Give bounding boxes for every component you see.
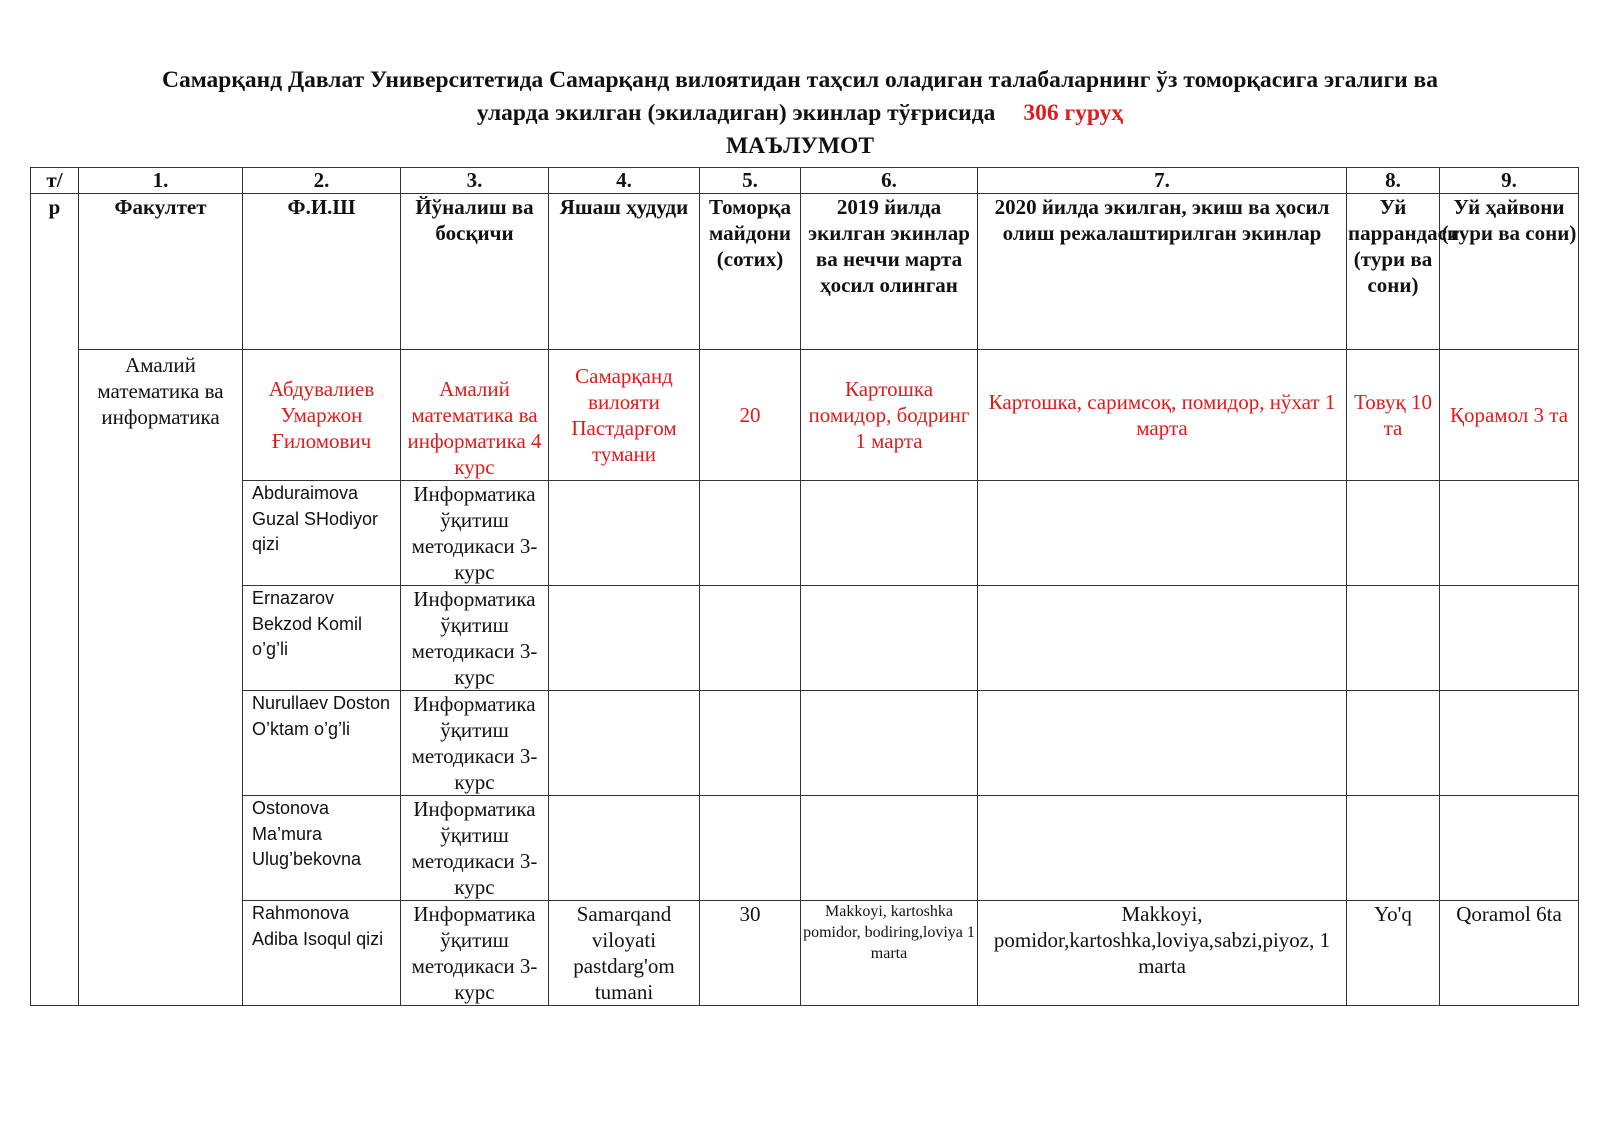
row-3-direction: Информатика ўқитиш методикаси 3-курс	[401, 691, 549, 796]
header-numbers-row	[31, 168, 1579, 194]
col-number-8: 8.	[1347, 168, 1440, 194]
row-1-crops-2019	[801, 481, 978, 586]
row-0-livestock: Қорамол 3 та	[1440, 350, 1579, 481]
document-title	[60, 64, 1540, 163]
title-line-2	[60, 97, 1540, 130]
col-number-0: т/	[31, 168, 79, 194]
col-label-livestock: Уй ҳайвони (тури ва сони)	[1440, 194, 1579, 350]
row-3-crops-2019	[801, 691, 978, 796]
row-4-crops-2020	[978, 796, 1347, 901]
row-5-area: 30	[700, 901, 801, 1006]
row-4-livestock	[1440, 796, 1579, 901]
col-label-name: Ф.И.Ш	[243, 194, 401, 350]
col-label-poultry: Уй паррандаси (тури ва сони)	[1347, 194, 1440, 350]
row-5-residence: Samarqand viloyati pastdarg'om tumani	[549, 901, 700, 1006]
row-1-crops-2020	[978, 481, 1347, 586]
row-1-livestock	[1440, 481, 1579, 586]
row-3-residence	[549, 691, 700, 796]
title-line-1: Самарқанд Давлат Университетида Самарқанд вилоятидан таҳсил оладиган талабаларнинг ўз томорқасига эгалиги ва	[161, 67, 1438, 93]
table-row	[31, 901, 1579, 1006]
row-0-area: 20	[700, 350, 801, 481]
table-row	[31, 350, 1579, 481]
table-row	[31, 796, 1579, 901]
row-2-residence	[549, 586, 700, 691]
col-label-direction: Йўналиш ва босқичи	[401, 194, 549, 350]
row-1-name: Abduraimova Guzal SHodiyor qizi	[243, 481, 401, 586]
row-3-livestock	[1440, 691, 1579, 796]
row-4-residence	[549, 796, 700, 901]
row-5-direction: Информатика ўқитиш методикаси 3-курс	[401, 901, 549, 1006]
row-4-name: Ostonova Ma’mura Ulug’bekovna	[243, 796, 401, 901]
row-2-crops-2020	[978, 586, 1347, 691]
row-5-crops-2020: Makkoyi, pomidor,kartoshka,loviya,sabzi,piyoz, 1 marta	[978, 901, 1347, 1006]
row-5-name: Rahmonova Adiba Isoqul qizi	[243, 901, 401, 1006]
col-label-area: Томорқа майдони (сотих)	[700, 194, 801, 350]
row-5-crops-2019: Makkoyi, kartoshka pomidor, bodiring,loviya 1 marta	[801, 901, 978, 1006]
row-4-area	[700, 796, 801, 901]
row-2-name: Ernazarov Bekzod Komil o’g’li	[243, 586, 401, 691]
col-number-9: 9.	[1440, 168, 1579, 194]
header-labels-row	[31, 194, 1579, 350]
col-number-1: 1.	[79, 168, 243, 194]
row-0-direction: Амалий математика ва информатика 4 курс	[401, 350, 549, 481]
col-number-3: 3.	[401, 168, 549, 194]
col-label-faculty: Факултет	[79, 194, 243, 350]
col-label-residence: Яшаш ҳудуди	[549, 194, 700, 350]
row-2-livestock	[1440, 586, 1579, 691]
col-label-crops-2019: 2019 йилда экилган экинлар ва неччи марта ҳосил олинган	[801, 194, 978, 350]
col-number-4: 4.	[549, 168, 700, 194]
col-number-6: 6.	[801, 168, 978, 194]
row-1-direction: Информатика ўқитиш методикаси 3-курс	[401, 481, 549, 586]
row-3-poultry	[1347, 691, 1440, 796]
students-table	[30, 167, 1579, 1006]
col-number-7: 7.	[978, 168, 1347, 194]
row-1-poultry	[1347, 481, 1440, 586]
row-3-area	[700, 691, 801, 796]
row-2-area	[700, 586, 801, 691]
row-5-poultry: Yo'q	[1347, 901, 1440, 1006]
row-1-area	[700, 481, 801, 586]
faculty-cell: Амалий математика ва информатика	[79, 350, 243, 1006]
title-line-2-text: уларда экилган (экиладиган) экинлар тўғрисида	[476, 100, 996, 126]
col-label-0: р	[31, 194, 79, 1006]
col-number-2: 2.	[243, 168, 401, 194]
row-5-livestock: Qoramol 6ta	[1440, 901, 1579, 1006]
table-row	[31, 691, 1579, 796]
row-0-residence: Самарқанд вилояти Пастдарғом тумани	[549, 350, 700, 481]
row-4-crops-2019	[801, 796, 978, 901]
table-row	[31, 586, 1579, 691]
row-0-poultry: Товуқ 10 та	[1347, 350, 1440, 481]
row-4-poultry	[1347, 796, 1440, 901]
table-row	[31, 481, 1579, 586]
row-0-crops-2020: Картошка, саримсоқ, помидор, нўхат 1 марта	[978, 350, 1347, 481]
row-3-crops-2020	[978, 691, 1347, 796]
row-2-crops-2019	[801, 586, 978, 691]
row-0-crops-2019: Картошка помидор, бодринг 1 марта	[801, 350, 978, 481]
col-label-crops-2020: 2020 йилда экилган, экиш ва ҳосил олиш режалаштирилган экинлар	[978, 194, 1347, 350]
row-2-poultry	[1347, 586, 1440, 691]
col-number-5: 5.	[700, 168, 801, 194]
document-heading: МАЪЛУМОТ	[725, 133, 875, 159]
group-label: 306 гуруҳ	[1023, 100, 1124, 126]
row-1-residence	[549, 481, 700, 586]
row-2-direction: Информатика ўқитиш методикаси 3-курс	[401, 586, 549, 691]
row-0-name: Абдувалиев Умаржон Ғиломович	[243, 350, 401, 481]
row-4-direction: Информатика ўқитиш методикаси 3-курс	[401, 796, 549, 901]
row-3-name: Nurullaev Doston O’ktam o’g’li	[243, 691, 401, 796]
